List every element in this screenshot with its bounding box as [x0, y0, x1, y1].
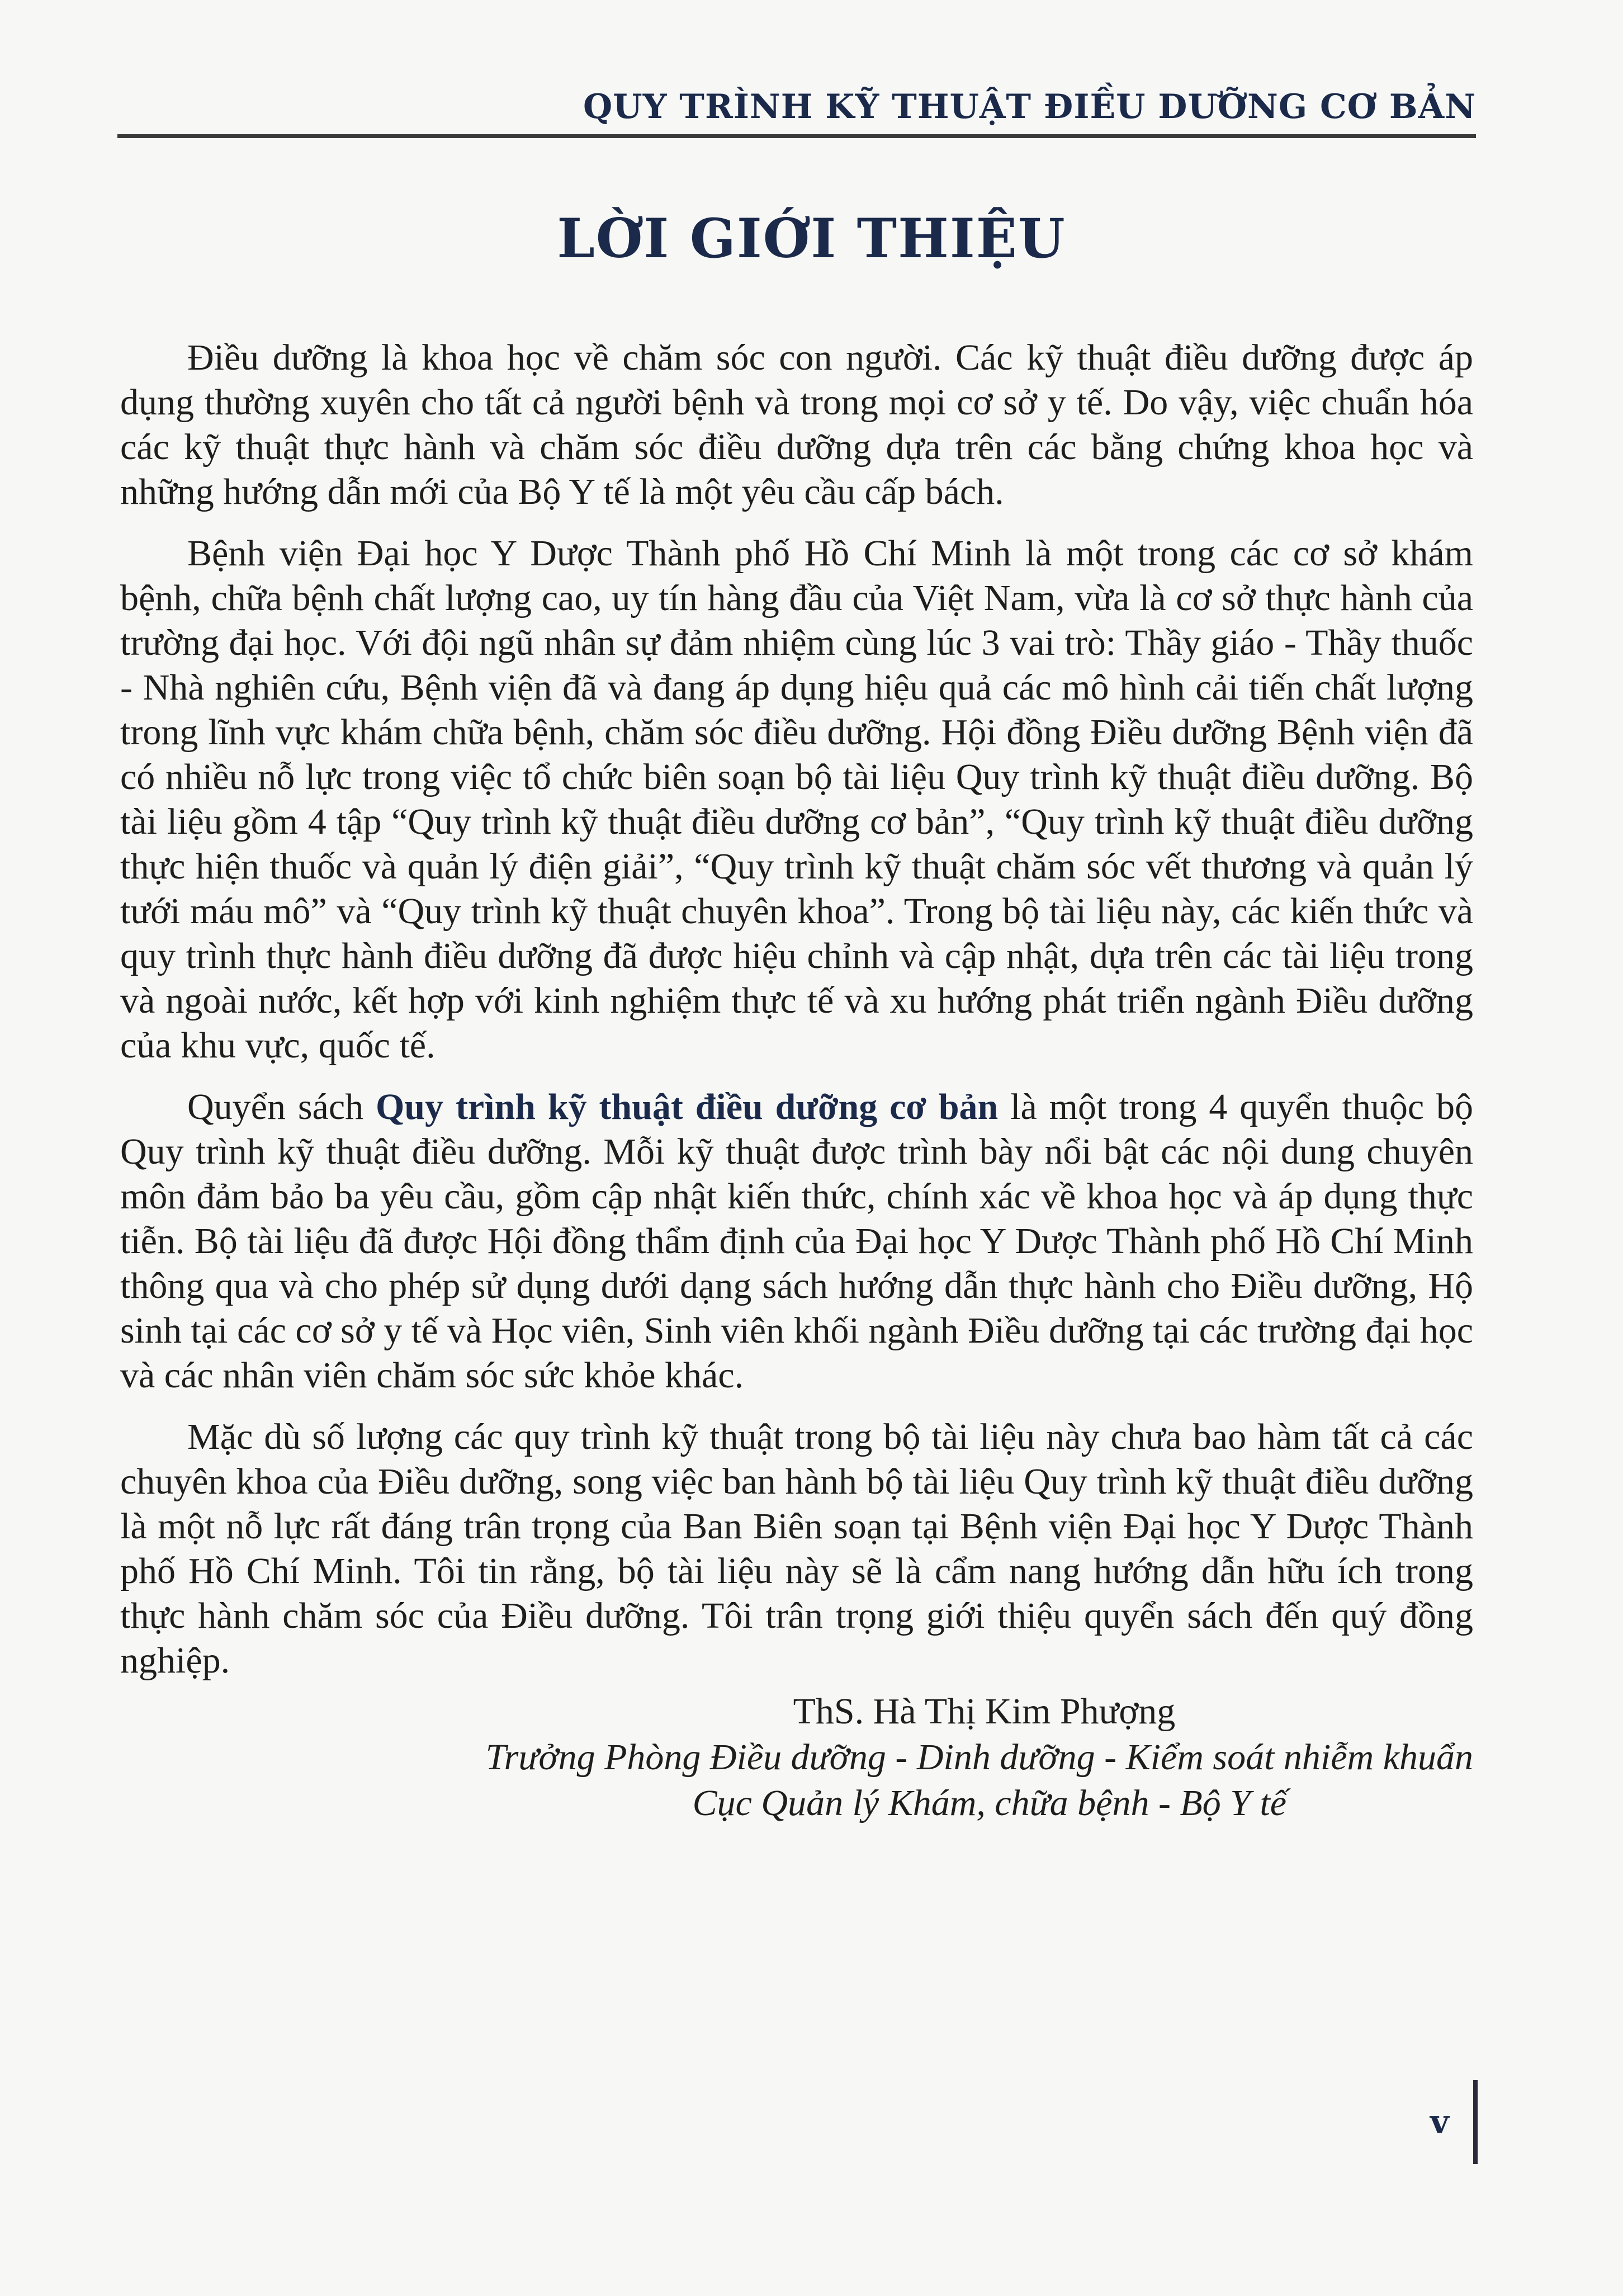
- paragraph-1: Điều dưỡng là khoa học về chăm sóc con người. Các kỹ thuật điều dưỡng được áp dụng thường xuyên cho tất cả người bệnh và trong mọi cơ sở y tế. Do vậy, việc chuẩn hóa các kỹ thuật thực hành và chăm sóc điều dưỡng dựa trên các bằng chứng khoa học và những hướng dẫn mới của Bộ Y tế là một yêu cầu cấp bách.: [120, 337, 1473, 512]
- book-title-emphasis: Quy trình kỹ thuật điều dưỡng cơ bản: [376, 1086, 999, 1127]
- foreword-body: [120, 336, 1473, 1700]
- paragraph-2: Bệnh viện Đại học Y Dược Thành phố Hồ Chí Minh là một trong các cơ sở khám bệnh, chữa bệnh chất lượng cao, uy tín hàng đầu của Việt Nam, vừa là cơ sở thực hành của trường đại học. Với đội ngũ nhân sự đảm nhiệm cùng lúc 3 vai trò: Thầy giáo - Thầy thuốc - Nhà nghiên cứu, Bệnh viện đã và đang áp dụng hiệu quả các mô hình cải tiến chất lượng trong lĩnh vực khám chữa bệnh, chăm sóc điều dưỡng. Hội đồng Điều dưỡng Bệnh viện đã có nhiều nỗ lực trong việc tổ chức biên soạn bộ tài liệu Quy trình kỹ thuật điều dưỡng. Bộ tài liệu gồm 4 tập “Quy trình kỹ thuật điều dưỡng cơ bản”, “Quy trình kỹ thuật điều dưỡng thực hiện thuốc và quản lý điện giải”, “Quy trình kỹ thuật chăm sóc vết thương và quản lý tưới máu mô” và “Quy trình kỹ thuật chuyên khoa”. Trong bộ tài liệu này, các kiến thức và quy trình thực hành điều dưỡng đã được hiệu chỉnh và cập nhật, dựa trên các tài liệu trong và ngoài nước, kết hợp với kinh nghiệm thực tế và xu hướng phát triển ngành Điều dưỡng của khu vực, quốc tế.: [120, 533, 1473, 1066]
- page-number-divider: [1473, 2080, 1478, 2164]
- paragraph-3-rest: là một trong 4 quyển thuộc bộ Quy trình kỹ thuật điều dưỡng. Mỗi kỹ thuật được trình bày nổi bật các nội dung chuyên môn đảm bảo ba yêu cầu, gồm cập nhật kiến thức, chính xác về khoa học và áp dụng thực tiễn. Bộ tài liệu đã được Hội đồng thẩm định của Đại học Y Dược Thành phố Hồ Chí Minh thông qua và cho phép sử dụng dưới dạng sách hướng dẫn thực hành cho Điều dưỡng, Hộ sinh tại các cơ sở y tế và Học viên, Sinh viên khối ngành Điều dưỡng tại các trường đại học và các nhân viên chăm sóc sức khỏe khác.: [120, 1086, 1473, 1396]
- running-header: [117, 84, 1476, 138]
- paragraph-3: [120, 1085, 1473, 1398]
- signatory-name: ThS. Hà Thị Kim Phượng: [793, 1691, 1176, 1732]
- paragraph-3-lead: Quyển sách: [187, 1086, 376, 1127]
- page-title: LỜI GIỚI THIỆU: [557, 207, 1066, 270]
- page-number: v: [1430, 2103, 1449, 2141]
- signature-block: [486, 1689, 1473, 1826]
- running-header-title: QUY TRÌNH KỸ THUẬT ĐIỀU DƯỠNG CƠ BẢN: [583, 87, 1476, 126]
- signatory-position: Trưởng Phòng Điều dưỡng - Dinh dưỡng - Kiểm soát nhiễm khuẩn: [485, 1737, 1473, 1778]
- paragraph-4: Mặc dù số lượng các quy trình kỹ thuật trong bộ tài liệu này chưa bao hàm tất cả các chuyên khoa của Điều dưỡng, song việc ban hành bộ tài liệu Quy trình kỹ thuật điều dưỡng là một nỗ lực rất đáng trân trọng của Ban Biên soạn tại Bệnh viện Đại học Y Dược Thành phố Hồ Chí Minh. Tôi tin rằng, bộ tài liệu này sẽ là cẩm nang hướng dẫn hữu ích trong thực hành chăm sóc của Điều dưỡng. Tôi trân trọng giới thiệu quyển sách đến quý đồng nghiệp.: [120, 1416, 1473, 1681]
- signatory-organization: Cục Quản lý Khám, chữa bệnh - Bộ Y tế: [692, 1783, 1287, 1823]
